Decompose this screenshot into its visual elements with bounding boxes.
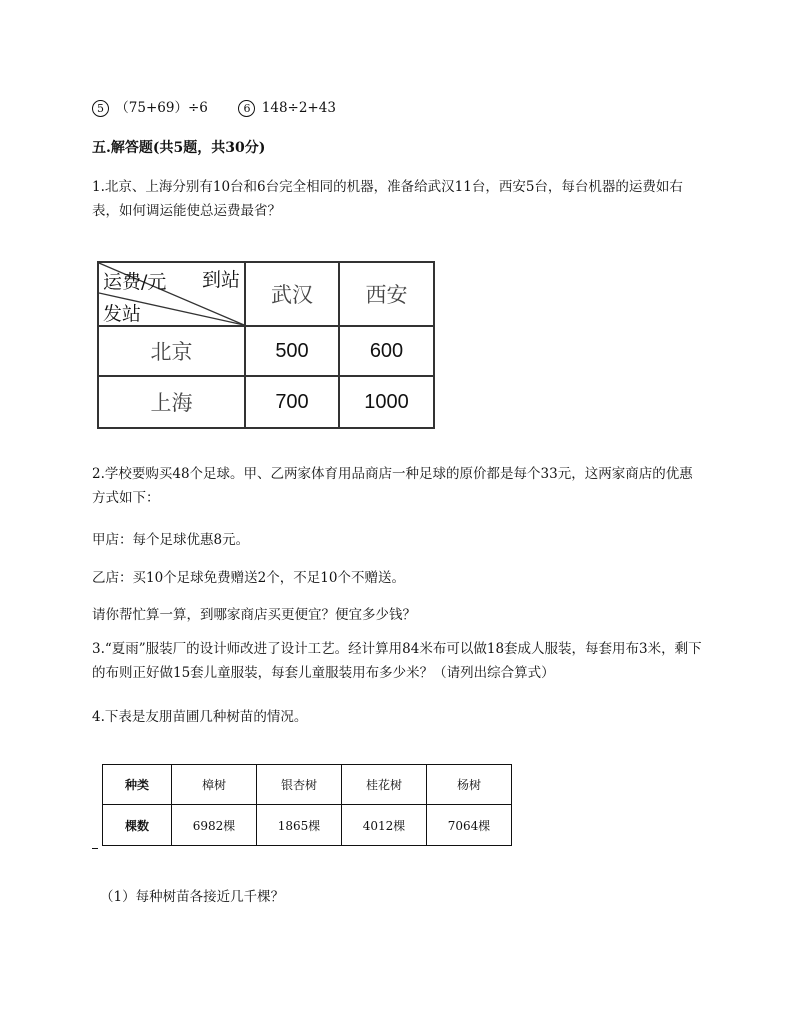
shop-b-offer: 乙店：买10个足球免费赠送2个，不足10个不赠送。	[92, 570, 405, 586]
stray-mark	[92, 848, 98, 849]
table-row	[98, 376, 434, 428]
question-2-text: 2.学校要购买48个足球。甲、乙两家体育用品商店一种足球的原价都是每个33元，这两家商店的优惠方式如下：	[92, 466, 693, 506]
header-type: 种类	[103, 765, 172, 805]
cell-count-4: 7064棵	[427, 805, 512, 846]
cell-beijing-wuhan: 500	[245, 326, 339, 376]
shop-a-offer: 甲店：每个足球优惠8元。	[92, 532, 250, 548]
section-heading: 五.解答题(共5题，共30分)	[92, 140, 266, 156]
expression-line	[92, 96, 336, 117]
circled-number-5: 5	[92, 100, 109, 117]
freight-table	[97, 261, 435, 429]
expression-5: （75+69）÷6	[115, 100, 208, 116]
cell-count-3: 4012棵	[342, 805, 427, 846]
cell-type-1: 樟树	[172, 765, 257, 805]
corner-label-freight: 运费/元	[103, 271, 167, 293]
table-corner-cell	[98, 262, 245, 326]
col-header-wuhan: 武汉	[245, 262, 339, 326]
question-4-sub-1: （1）每种树苗各接近几千棵？	[100, 889, 285, 905]
cell-shanghai-wuhan: 700	[245, 376, 339, 428]
question-4-text: 4.下表是友朋苗圃几种树苗的情况。	[92, 709, 308, 725]
circled-number-6: 6	[238, 100, 255, 117]
header-count: 棵数	[103, 805, 172, 846]
cell-count-1: 6982棵	[172, 805, 257, 846]
table-row	[103, 805, 512, 846]
cell-beijing-xian: 600	[339, 326, 434, 376]
tree-table	[102, 764, 512, 846]
cell-type-4: 杨树	[427, 765, 512, 805]
table-row	[98, 326, 434, 376]
table-row	[103, 765, 512, 805]
row-label-shanghai: 上海	[98, 376, 245, 428]
question-1-text: 1.北京、上海分别有10台和6台完全相同的机器，准备给武汉11台，西安5台，每台机器的运费如右表，如何调运能使总运费最省？	[92, 179, 683, 219]
cell-type-3: 桂花树	[342, 765, 427, 805]
col-header-xian: 西安	[339, 262, 434, 326]
cell-type-2: 银杏树	[257, 765, 342, 805]
question-2-ask: 请你帮忙算一算，到哪家商店买更便宜？便宜多少钱？	[92, 607, 416, 623]
corner-label-departure: 发站	[103, 303, 142, 325]
cell-count-2: 1865棵	[257, 805, 342, 846]
corner-label-arrival: 到站	[201, 269, 240, 291]
expression-6: 148÷2+43	[261, 100, 336, 116]
cell-shanghai-xian: 1000	[339, 376, 434, 428]
row-label-beijing: 北京	[98, 326, 245, 376]
question-3-text: 3.“夏雨”服装厂的设计师改进了设计工艺。经计算用84米布可以做18套成人服装，每套用布3米，剩下的布则正好做15套儿童服装，每套儿童服装用布多少米？（请列出综合算式）	[92, 641, 702, 681]
